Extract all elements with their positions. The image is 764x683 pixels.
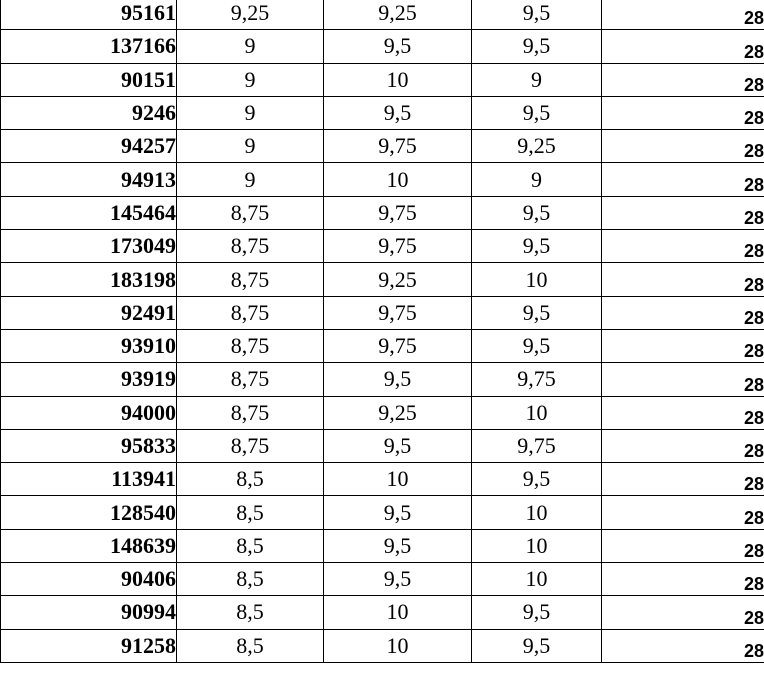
- candidate-id-cell: 148639: [1, 529, 177, 562]
- score-1-cell: 8,5: [177, 563, 324, 596]
- total-cell: 28: [602, 230, 764, 263]
- score-2-cell: 9,25: [324, 0, 472, 30]
- total-cell: 28: [602, 263, 764, 296]
- candidate-id-cell: 93919: [1, 363, 177, 396]
- score-table-body: [1, 0, 764, 662]
- table-row: [1, 63, 764, 96]
- score-1-cell: 8,5: [177, 596, 324, 629]
- candidate-id-cell: 95833: [1, 429, 177, 462]
- table-row: [1, 96, 764, 129]
- score-2-cell: 9,5: [324, 496, 472, 529]
- score-1-cell: 9,25: [177, 0, 324, 30]
- candidate-id-cell: 113941: [1, 463, 177, 496]
- table-row: [1, 363, 764, 396]
- score-3-cell: 10: [472, 563, 602, 596]
- score-2-cell: 10: [324, 463, 472, 496]
- candidate-id-cell: 92491: [1, 296, 177, 329]
- score-3-cell: 9,5: [472, 463, 602, 496]
- table-row: [1, 596, 764, 629]
- score-1-cell: 8,75: [177, 230, 324, 263]
- total-cell: 28: [602, 396, 764, 429]
- candidate-id-cell: 93910: [1, 329, 177, 362]
- score-1-cell: 9: [177, 163, 324, 196]
- score-1-cell: 8,5: [177, 529, 324, 562]
- score-3-cell: 9: [472, 163, 602, 196]
- candidate-id-cell: 94000: [1, 396, 177, 429]
- score-1-cell: 9: [177, 96, 324, 129]
- score-1-cell: 8,75: [177, 329, 324, 362]
- total-cell: 28: [602, 363, 764, 396]
- score-3-cell: 9,5: [472, 196, 602, 229]
- score-1-cell: 8,75: [177, 429, 324, 462]
- score-3-cell: 9,25: [472, 130, 602, 163]
- candidate-id-cell: 90994: [1, 596, 177, 629]
- table-row: [1, 563, 764, 596]
- score-3-cell: 9: [472, 63, 602, 96]
- score-1-cell: 8,75: [177, 196, 324, 229]
- table-row: [1, 30, 764, 63]
- total-cell: 28: [602, 0, 764, 30]
- score-2-cell: 9,75: [324, 130, 472, 163]
- score-2-cell: 9,5: [324, 30, 472, 63]
- score-1-cell: 8,75: [177, 296, 324, 329]
- table-row: [1, 396, 764, 429]
- score-2-cell: 9,5: [324, 563, 472, 596]
- table-row: [1, 496, 764, 529]
- candidate-id-cell: 94257: [1, 130, 177, 163]
- total-cell: 28: [602, 563, 764, 596]
- candidate-id-cell: 95161: [1, 0, 177, 30]
- total-cell: 28: [602, 30, 764, 63]
- score-2-cell: 10: [324, 629, 472, 662]
- table-row: [1, 230, 764, 263]
- total-cell: 28: [602, 596, 764, 629]
- candidate-id-cell: 94913: [1, 163, 177, 196]
- score-2-cell: 9,5: [324, 529, 472, 562]
- total-cell: 28: [602, 496, 764, 529]
- score-2-cell: 9,5: [324, 96, 472, 129]
- score-2-cell: 10: [324, 63, 472, 96]
- score-1-cell: 8,75: [177, 396, 324, 429]
- score-3-cell: 9,5: [472, 329, 602, 362]
- table-row: [1, 429, 764, 462]
- table-row: [1, 529, 764, 562]
- total-cell: 28: [602, 130, 764, 163]
- score-1-cell: 8,5: [177, 629, 324, 662]
- score-3-cell: 9,5: [472, 296, 602, 329]
- score-3-cell: 9,5: [472, 96, 602, 129]
- score-3-cell: 10: [472, 496, 602, 529]
- score-1-cell: 8,5: [177, 496, 324, 529]
- candidate-id-cell: 137166: [1, 30, 177, 63]
- table-row: [1, 196, 764, 229]
- total-cell: 28: [602, 96, 764, 129]
- score-3-cell: 9,5: [472, 629, 602, 662]
- total-cell: 28: [602, 196, 764, 229]
- total-cell: 28: [602, 163, 764, 196]
- score-2-cell: 10: [324, 163, 472, 196]
- total-cell: 28: [602, 529, 764, 562]
- score-1-cell: 8,75: [177, 263, 324, 296]
- score-2-cell: 9,25: [324, 396, 472, 429]
- candidate-id-cell: 9246: [1, 96, 177, 129]
- score-2-cell: 9,75: [324, 296, 472, 329]
- score-2-cell: 9,75: [324, 230, 472, 263]
- candidate-id-cell: 91258: [1, 629, 177, 662]
- score-3-cell: 9,75: [472, 429, 602, 462]
- score-3-cell: 9,5: [472, 30, 602, 63]
- total-cell: 28: [602, 629, 764, 662]
- table-row: [1, 263, 764, 296]
- table-row: [1, 0, 764, 30]
- table-row: [1, 329, 764, 362]
- candidate-id-cell: 90151: [1, 63, 177, 96]
- score-1-cell: 8,5: [177, 463, 324, 496]
- score-1-cell: 9: [177, 30, 324, 63]
- total-cell: 28: [602, 329, 764, 362]
- score-2-cell: 9,25: [324, 263, 472, 296]
- candidate-id-cell: 145464: [1, 196, 177, 229]
- score-1-cell: 8,75: [177, 363, 324, 396]
- score-3-cell: 10: [472, 396, 602, 429]
- table-row: [1, 629, 764, 662]
- score-2-cell: 9,75: [324, 196, 472, 229]
- score-1-cell: 9: [177, 63, 324, 96]
- table-row: [1, 463, 764, 496]
- score-2-cell: 9,5: [324, 363, 472, 396]
- score-1-cell: 9: [177, 130, 324, 163]
- total-cell: 28: [602, 429, 764, 462]
- total-cell: 28: [602, 296, 764, 329]
- score-2-cell: 9,5: [324, 429, 472, 462]
- table-row: [1, 130, 764, 163]
- total-cell: 28: [602, 63, 764, 96]
- score-3-cell: 9,5: [472, 0, 602, 30]
- candidate-id-cell: 183198: [1, 263, 177, 296]
- score-2-cell: 10: [324, 596, 472, 629]
- table-row: [1, 163, 764, 196]
- candidate-id-cell: 173049: [1, 230, 177, 263]
- score-3-cell: 10: [472, 263, 602, 296]
- score-3-cell: 9,5: [472, 596, 602, 629]
- score-3-cell: 9,75: [472, 363, 602, 396]
- score-3-cell: 10: [472, 529, 602, 562]
- table-row: [1, 296, 764, 329]
- score-2-cell: 9,75: [324, 329, 472, 362]
- total-cell: 28: [602, 463, 764, 496]
- candidate-id-cell: 128540: [1, 496, 177, 529]
- score-3-cell: 9,5: [472, 230, 602, 263]
- candidate-id-cell: 90406: [1, 563, 177, 596]
